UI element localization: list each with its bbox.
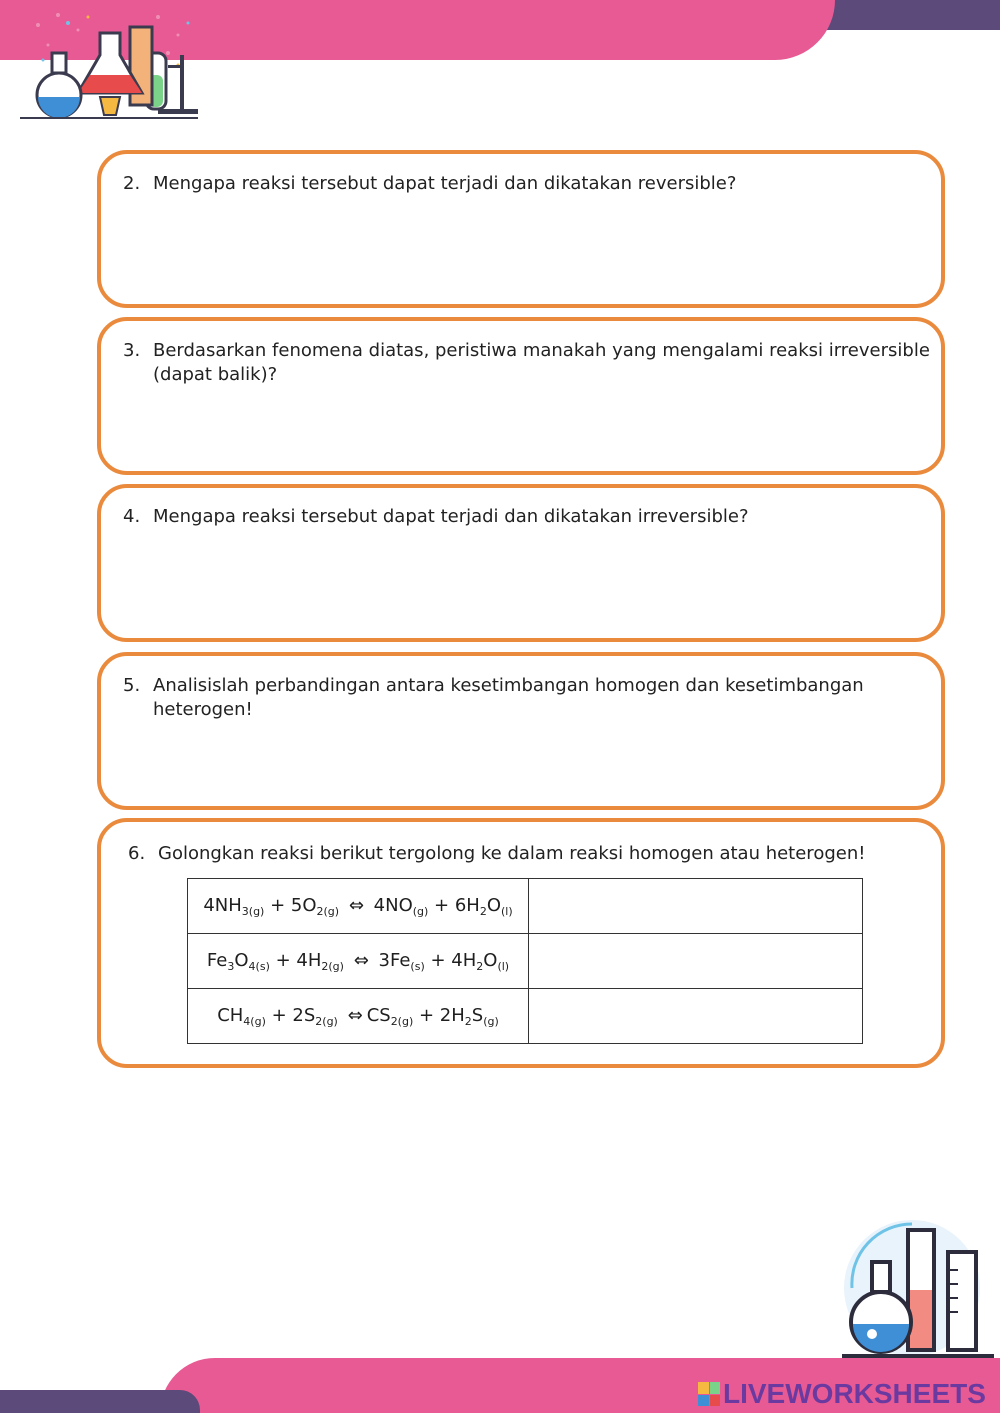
question-2-number: 2. <box>123 173 141 194</box>
question-4-box <box>97 484 945 642</box>
answer-cell-1[interactable] <box>529 879 863 934</box>
question-5-box <box>97 652 945 810</box>
reaction-table <box>187 878 863 1044</box>
reaction-equation-2: $Fe_3O_{4(s)} + 4H_{2(g)}$ ⇔ $3Fe_{(s)} + 4H_2O_{(l)}$ <box>188 934 529 989</box>
reaction-equation-1: $4NH_{3(g)} + 5O_{2(g)}$ ⇔ $4NO_{(g)} + 6H_2O_{(l)}$ <box>188 879 529 934</box>
question-6-box <box>97 818 945 1068</box>
flask-beaker-illustration-icon <box>842 1210 994 1360</box>
liveworksheets-text: LIVEWORKSHEETS <box>723 1378 986 1409</box>
question-2-box <box>97 150 945 308</box>
answer-cell-2[interactable] <box>529 934 863 989</box>
question-3 <box>123 339 930 387</box>
question-4 <box>123 505 749 529</box>
answer-cell-3[interactable] <box>529 989 863 1044</box>
table-row <box>188 934 863 989</box>
question-3-text-line2: (dapat balik)? <box>153 364 278 385</box>
question-6 <box>128 842 865 866</box>
question-5-number: 5. <box>123 675 141 696</box>
liveworksheets-watermark <box>698 1378 986 1410</box>
question-4-number: 4. <box>123 506 141 527</box>
question-5-text-line2: heterogen! <box>153 699 253 720</box>
question-3-box <box>97 317 945 475</box>
question-6-text: Golongkan reaksi berikut tergolong ke dalam reaksi homogen atau heterogen! <box>158 843 866 864</box>
table-row <box>188 879 863 934</box>
question-6-number: 6. <box>128 843 146 864</box>
reaction-equation-3: $CH_{4(g)} + 2S_{2(g)}$ ⇔ $CS_{2(g)} + 2H_2S_{(g)}$ <box>188 989 529 1044</box>
question-5 <box>123 674 864 722</box>
equilibrium-arrow-icon: ⇔ <box>353 949 369 971</box>
lab-glassware-illustration-icon <box>18 5 200 123</box>
question-4-text: Mengapa reaksi tersebut dapat terjadi dan dikatakan irreversible? <box>153 506 749 527</box>
question-2-text: Mengapa reaksi tersebut dapat terjadi dan dikatakan reversible? <box>153 173 737 194</box>
question-5-text-line1: Analisislah perbandingan antara kesetimbangan homogen dan kesetimbangan <box>153 675 864 696</box>
equilibrium-arrow-icon: ⇔ <box>347 1004 363 1026</box>
question-3-number: 3. <box>123 340 141 361</box>
question-2 <box>123 172 736 196</box>
equilibrium-arrow-icon: ⇔ <box>348 894 364 916</box>
bottom-banner-accent <box>0 1390 200 1413</box>
question-3-text-line1: Berdasarkan fenomena diatas, peristiwa manakah yang mengalami reaksi irreversible <box>153 340 930 361</box>
liveworksheets-logo-icon <box>698 1382 720 1406</box>
table-row <box>188 989 863 1044</box>
